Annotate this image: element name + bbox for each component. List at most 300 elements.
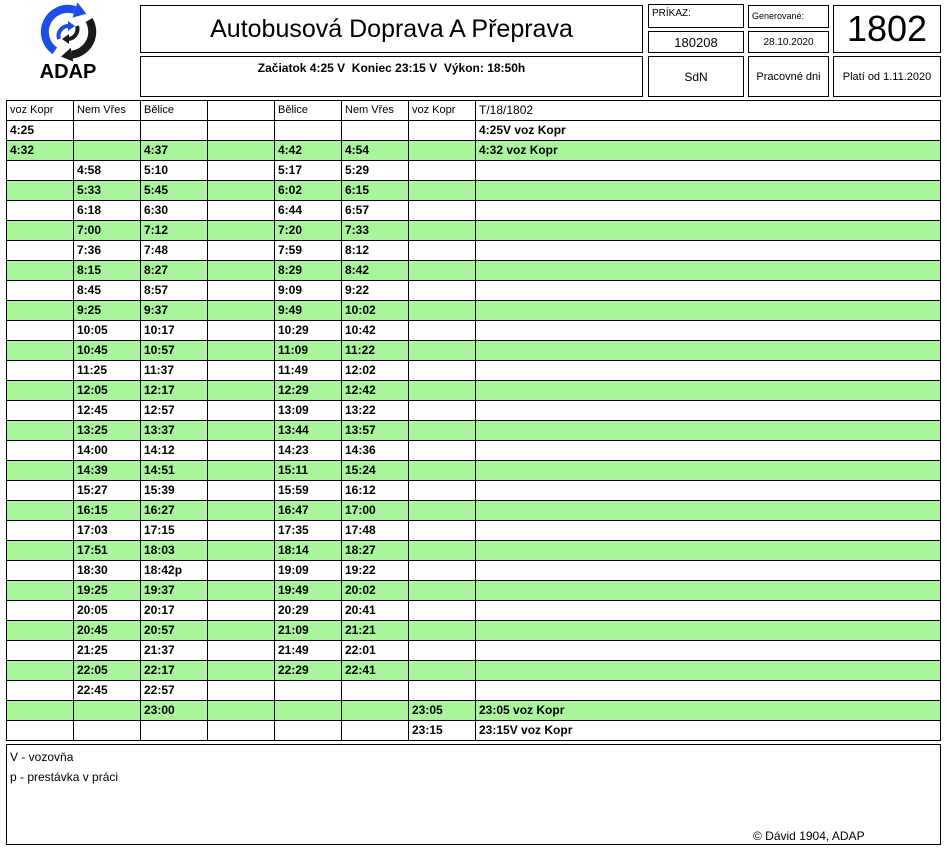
table-cell-time: 19:22 xyxy=(342,561,409,581)
table-cell-note xyxy=(476,521,941,541)
table-cell-time: 6:44 xyxy=(275,201,342,221)
table-cell-time: 5:10 xyxy=(141,161,208,181)
table-cell-time: 9:09 xyxy=(275,281,342,301)
table-cell-time: 17:15 xyxy=(141,521,208,541)
table-cell-time xyxy=(7,601,74,621)
table-cell-time: 15:24 xyxy=(342,461,409,481)
table-cell-time: 12:17 xyxy=(141,381,208,401)
table-cell-time xyxy=(208,361,275,381)
table-cell-note xyxy=(476,561,941,581)
table-cell-time xyxy=(7,321,74,341)
table-cell-time xyxy=(7,621,74,641)
table-cell-time: 8:27 xyxy=(141,261,208,281)
table-row xyxy=(7,121,941,141)
table-cell-time: 14:00 xyxy=(74,441,141,461)
table-cell-time xyxy=(275,721,342,741)
table-cell-time xyxy=(409,441,476,461)
table-row xyxy=(7,261,941,281)
table-row xyxy=(7,661,941,681)
table-cell-time: 5:33 xyxy=(74,181,141,201)
notes-box xyxy=(6,744,941,845)
table-cell-time: 6:57 xyxy=(342,201,409,221)
table-cell-time xyxy=(409,421,476,441)
table-cell-time xyxy=(208,521,275,541)
table-cell-time xyxy=(208,181,275,201)
table-cell-time: 7:00 xyxy=(74,221,141,241)
table-cell-time xyxy=(7,481,74,501)
table-cell-time xyxy=(208,281,275,301)
table-cell-time: 15:59 xyxy=(275,481,342,501)
table-cell-time: 13:25 xyxy=(74,421,141,441)
table-cell-time xyxy=(74,121,141,141)
table-cell-time xyxy=(7,241,74,261)
table-cell-time xyxy=(409,501,476,521)
table-row xyxy=(7,561,941,581)
table-cell-time xyxy=(74,141,141,161)
table-cell-time xyxy=(409,201,476,221)
column-header: voz Kopr xyxy=(409,101,476,121)
table-cell-note xyxy=(476,481,941,501)
duty-number: 1802 xyxy=(833,5,941,53)
table-cell-time xyxy=(7,161,74,181)
table-cell-time: 9:25 xyxy=(74,301,141,321)
table-cell-time: 15:27 xyxy=(74,481,141,501)
valid-from: Platí od 1.11.2020 xyxy=(833,56,941,97)
table-cell-time xyxy=(7,581,74,601)
table-row xyxy=(7,161,941,181)
table-cell-time: 7:20 xyxy=(275,221,342,241)
table-cell-time: 16:47 xyxy=(275,501,342,521)
table-cell-time: 19:09 xyxy=(275,561,342,581)
table-cell-time xyxy=(208,161,275,181)
table-cell-time: 17:35 xyxy=(275,521,342,541)
table-header-row xyxy=(7,101,941,121)
table-cell-time: 8:45 xyxy=(74,281,141,301)
table-body xyxy=(7,121,941,741)
table-cell-time: 17:00 xyxy=(342,501,409,521)
table-cell-time: 22:17 xyxy=(141,661,208,681)
column-header: Bělice xyxy=(141,101,208,121)
table-cell-time: 5:29 xyxy=(342,161,409,181)
table-cell-time: 10:45 xyxy=(74,341,141,361)
table-cell-time xyxy=(7,541,74,561)
duty-summary: Začiatok 4:25 V Koniec 23:15 V Výkon: 18:50h xyxy=(140,56,643,97)
table-cell-note xyxy=(476,161,941,181)
table-row xyxy=(7,241,941,261)
table-cell-time: 22:57 xyxy=(141,681,208,701)
table-cell-time: 21:09 xyxy=(275,621,342,641)
table-cell-time xyxy=(409,461,476,481)
table-cell-time: 9:37 xyxy=(141,301,208,321)
table-row xyxy=(7,481,941,501)
table-cell-time: 7:12 xyxy=(141,221,208,241)
table-cell-time: 12:45 xyxy=(74,401,141,421)
table-cell-time: 8:42 xyxy=(342,261,409,281)
table-cell-time xyxy=(208,701,275,721)
table-cell-time xyxy=(342,701,409,721)
table-cell-time: 7:36 xyxy=(74,241,141,261)
table-cell-time: 20:57 xyxy=(141,621,208,641)
table-cell-time xyxy=(409,241,476,261)
table-cell-time xyxy=(7,261,74,281)
day-type: Pracovné dni xyxy=(748,56,829,97)
table-cell-time: 15:11 xyxy=(275,461,342,481)
table-cell-time: 13:09 xyxy=(275,401,342,421)
table-cell-time xyxy=(208,601,275,621)
table-cell-time xyxy=(7,281,74,301)
table-row xyxy=(7,581,941,601)
table-cell-time xyxy=(7,681,74,701)
table-cell-time xyxy=(409,601,476,621)
table-cell-time: 20:02 xyxy=(342,581,409,601)
table-cell-note xyxy=(476,221,941,241)
table-cell-time xyxy=(7,561,74,581)
table-cell-time xyxy=(409,521,476,541)
table-cell-time xyxy=(7,201,74,221)
table-cell-time: 18:42p xyxy=(141,561,208,581)
table-row xyxy=(7,461,941,481)
table-cell-time: 7:48 xyxy=(141,241,208,261)
table-cell-time: 19:37 xyxy=(141,581,208,601)
table-cell-time: 5:45 xyxy=(141,181,208,201)
table-cell-time: 12:57 xyxy=(141,401,208,421)
table-cell-time: 4:32 xyxy=(7,141,74,161)
table-cell-note xyxy=(476,641,941,661)
table-cell-time: 11:25 xyxy=(74,361,141,381)
table-cell-time xyxy=(208,621,275,641)
table-cell-time: 12:29 xyxy=(275,381,342,401)
table-row xyxy=(7,221,941,241)
table-cell-time: 20:41 xyxy=(342,601,409,621)
table-cell-time: 11:09 xyxy=(275,341,342,361)
table-cell-time xyxy=(7,441,74,461)
table-row xyxy=(7,201,941,221)
table-cell-time: 20:45 xyxy=(74,621,141,641)
table-cell-note xyxy=(476,441,941,461)
table-cell-time: 18:14 xyxy=(275,541,342,561)
table-cell-time: 14:12 xyxy=(141,441,208,461)
table-cell-time: 18:27 xyxy=(342,541,409,561)
table-cell-note xyxy=(476,661,941,681)
table-cell-time xyxy=(208,381,275,401)
table-cell-time: 23:15 xyxy=(409,721,476,741)
table-cell-time: 17:48 xyxy=(342,521,409,541)
table-cell-time xyxy=(208,201,275,221)
table-row xyxy=(7,181,941,201)
table-cell-time xyxy=(208,501,275,521)
table-row xyxy=(7,541,941,561)
circular-arrows-icon xyxy=(35,2,101,62)
table-row xyxy=(7,501,941,521)
table-cell-time: 18:03 xyxy=(141,541,208,561)
table-cell-time: 20:17 xyxy=(141,601,208,621)
table-cell-time xyxy=(7,221,74,241)
table-cell-time xyxy=(409,181,476,201)
table-cell-time xyxy=(409,361,476,381)
table-row xyxy=(7,701,941,721)
table-cell-time: 20:05 xyxy=(74,601,141,621)
table-cell-time: 13:37 xyxy=(141,421,208,441)
table-cell-time xyxy=(208,561,275,581)
table-cell-note xyxy=(476,181,941,201)
table-cell-note xyxy=(476,361,941,381)
table-cell-note xyxy=(476,421,941,441)
table-cell-time xyxy=(208,141,275,161)
table-cell-time xyxy=(275,681,342,701)
table-cell-note xyxy=(476,201,941,221)
table-row xyxy=(7,341,941,361)
table-cell-note xyxy=(476,341,941,361)
table-cell-time xyxy=(7,521,74,541)
table-cell-time xyxy=(7,421,74,441)
table-cell-time xyxy=(208,661,275,681)
table-cell-time xyxy=(208,301,275,321)
table-row xyxy=(7,681,941,701)
table-cell-time: 10:02 xyxy=(342,301,409,321)
table-cell-note xyxy=(476,401,941,421)
table-row xyxy=(7,281,941,301)
table-cell-time xyxy=(409,161,476,181)
table-cell-time xyxy=(208,541,275,561)
table-cell-time xyxy=(208,321,275,341)
column-header: Bělice xyxy=(275,101,342,121)
order-label: PRÍKAZ: xyxy=(648,4,744,28)
table-cell-note xyxy=(476,601,941,621)
table-cell-time xyxy=(409,561,476,581)
table-cell-time: 7:33 xyxy=(342,221,409,241)
table-cell-time: 12:02 xyxy=(342,361,409,381)
table-cell-time: 5:17 xyxy=(275,161,342,181)
table-cell-time: 22:45 xyxy=(74,681,141,701)
table-cell-note: 23:15V voz Kopr xyxy=(476,721,941,741)
table-cell-time xyxy=(7,381,74,401)
table-cell-time: 14:36 xyxy=(342,441,409,461)
table-cell-time xyxy=(409,681,476,701)
table-cell-time: 4:54 xyxy=(342,141,409,161)
table-cell-time xyxy=(409,581,476,601)
table-cell-note xyxy=(476,681,941,701)
table-cell-time: 19:49 xyxy=(275,581,342,601)
table-cell-time: 10:29 xyxy=(275,321,342,341)
table-cell-time: 21:49 xyxy=(275,641,342,661)
table-cell-time xyxy=(342,681,409,701)
table-cell-time xyxy=(208,121,275,141)
table-cell-time xyxy=(208,441,275,461)
table-cell-time xyxy=(208,461,275,481)
table-cell-time: 13:57 xyxy=(342,421,409,441)
table-cell-time xyxy=(7,401,74,421)
table-cell-time: 4:25 xyxy=(7,121,74,141)
table-cell-note xyxy=(476,321,941,341)
table-row xyxy=(7,321,941,341)
table-cell-time xyxy=(208,421,275,441)
column-header: Nem Vřes xyxy=(342,101,409,121)
table-cell-time xyxy=(7,661,74,681)
column-header: voz Kopr xyxy=(7,101,74,121)
table-cell-note: 4:32 voz Kopr xyxy=(476,141,941,161)
table-cell-time: 19:25 xyxy=(74,581,141,601)
generated-label: Generované: xyxy=(748,5,829,28)
table-cell-time xyxy=(409,321,476,341)
table-cell-time xyxy=(74,701,141,721)
table-cell-time xyxy=(208,721,275,741)
table-cell-time: 23:00 xyxy=(141,701,208,721)
table-cell-time xyxy=(7,461,74,481)
table-cell-time: 16:12 xyxy=(342,481,409,501)
table-cell-time xyxy=(275,121,342,141)
table-cell-time: 17:03 xyxy=(74,521,141,541)
company-title: Autobusová Doprava A Přeprava xyxy=(140,5,643,53)
table-cell-note xyxy=(476,541,941,561)
table-cell-time xyxy=(409,121,476,141)
table-cell-note xyxy=(476,381,941,401)
table-cell-time: 10:42 xyxy=(342,321,409,341)
table-cell-time: 6:30 xyxy=(141,201,208,221)
copyright: © Dávid 1904, ADAP xyxy=(753,829,865,843)
table-cell-time: 14:23 xyxy=(275,441,342,461)
table-row xyxy=(7,381,941,401)
table-row xyxy=(7,521,941,541)
table-cell-time xyxy=(208,581,275,601)
table-cell-time xyxy=(7,361,74,381)
table-cell-time xyxy=(208,341,275,361)
generated-date: 28.10.2020 xyxy=(748,31,829,53)
table-row xyxy=(7,621,941,641)
table-row xyxy=(7,421,941,441)
table-cell-time xyxy=(74,721,141,741)
table-cell-time xyxy=(7,501,74,521)
table-cell-time: 10:05 xyxy=(74,321,141,341)
table-cell-time: 10:57 xyxy=(141,341,208,361)
table-cell-time: 22:05 xyxy=(74,661,141,681)
table-cell-note xyxy=(476,241,941,261)
table-cell-time: 6:18 xyxy=(74,201,141,221)
table-cell-time xyxy=(7,181,74,201)
table-cell-note xyxy=(476,261,941,281)
table-cell-time: 8:57 xyxy=(141,281,208,301)
table-cell-time xyxy=(208,481,275,501)
table-cell-note xyxy=(476,621,941,641)
table-cell-time xyxy=(208,221,275,241)
legend-item: p - prestávka v práci xyxy=(10,770,119,784)
table-cell-time: 12:05 xyxy=(74,381,141,401)
table-cell-time xyxy=(409,381,476,401)
table-cell-time xyxy=(342,721,409,741)
legend-item: V - vozovňa xyxy=(10,750,74,764)
table-cell-time: 4:42 xyxy=(275,141,342,161)
table-row xyxy=(7,441,941,461)
table-cell-time xyxy=(409,141,476,161)
logo-text: ADAP xyxy=(39,61,97,83)
table-cell-time xyxy=(275,701,342,721)
table-cell-time xyxy=(7,641,74,661)
table-cell-time xyxy=(409,621,476,641)
table-cell-time: 13:44 xyxy=(275,421,342,441)
table-cell-time: 20:29 xyxy=(275,601,342,621)
table-cell-time: 22:29 xyxy=(275,661,342,681)
table-cell-note: 4:25V voz Kopr xyxy=(476,121,941,141)
table-cell-time xyxy=(208,401,275,421)
table-cell-time: 18:30 xyxy=(74,561,141,581)
table-row xyxy=(7,721,941,741)
table-cell-time: 23:05 xyxy=(409,701,476,721)
table-row xyxy=(7,361,941,381)
table-cell-time xyxy=(409,281,476,301)
table-cell-time: 21:37 xyxy=(141,641,208,661)
table-cell-note xyxy=(476,501,941,521)
table-cell-time: 8:29 xyxy=(275,261,342,281)
table-cell-time: 17:51 xyxy=(74,541,141,561)
table-cell-time: 11:22 xyxy=(342,341,409,361)
table-cell-time xyxy=(208,641,275,661)
table-cell-time xyxy=(7,721,74,741)
table-cell-time xyxy=(141,721,208,741)
company-logo xyxy=(30,0,110,88)
table-row xyxy=(7,641,941,661)
column-header-route: T/18/1802 xyxy=(476,101,941,121)
table-cell-time: 16:27 xyxy=(141,501,208,521)
table-cell-time xyxy=(208,241,275,261)
table-cell-time: 16:15 xyxy=(74,501,141,521)
table-cell-time: 12:42 xyxy=(342,381,409,401)
table-cell-time xyxy=(409,641,476,661)
table-cell-note: 23:05 voz Kopr xyxy=(476,701,941,721)
table-cell-time: 4:37 xyxy=(141,141,208,161)
table-cell-time: 11:37 xyxy=(141,361,208,381)
table-cell-note xyxy=(476,281,941,301)
table-cell-time: 14:51 xyxy=(141,461,208,481)
table-cell-time xyxy=(409,221,476,241)
table-cell-time xyxy=(342,121,409,141)
table-cell-time: 6:02 xyxy=(275,181,342,201)
table-cell-time: 15:39 xyxy=(141,481,208,501)
table-cell-time xyxy=(208,681,275,701)
table-cell-time: 21:25 xyxy=(74,641,141,661)
table-cell-time xyxy=(409,301,476,321)
table-cell-time: 22:01 xyxy=(342,641,409,661)
table-cell-time: 10:17 xyxy=(141,321,208,341)
table-cell-time: 11:49 xyxy=(275,361,342,381)
schedule-table xyxy=(6,100,941,741)
table-row xyxy=(7,141,941,161)
table-cell-time: 7:59 xyxy=(275,241,342,261)
table-row xyxy=(7,601,941,621)
column-header xyxy=(208,101,275,121)
table-row xyxy=(7,401,941,421)
table-cell-time xyxy=(7,341,74,361)
table-cell-time: 21:21 xyxy=(342,621,409,641)
table-cell-time xyxy=(409,341,476,361)
table-cell-time: 14:39 xyxy=(74,461,141,481)
table-row xyxy=(7,301,941,321)
table-cell-time xyxy=(409,541,476,561)
table-cell-time xyxy=(409,481,476,501)
table-cell-time xyxy=(409,401,476,421)
table-cell-time: 4:58 xyxy=(74,161,141,181)
table-cell-time xyxy=(208,261,275,281)
table-cell-time xyxy=(7,301,74,321)
table-cell-time xyxy=(7,701,74,721)
table-cell-time xyxy=(409,261,476,281)
table-cell-time: 9:49 xyxy=(275,301,342,321)
table-cell-note xyxy=(476,461,941,481)
table-cell-time: 8:15 xyxy=(74,261,141,281)
table-cell-time: 22:41 xyxy=(342,661,409,681)
table-cell-time: 13:22 xyxy=(342,401,409,421)
table-cell-time: 6:15 xyxy=(342,181,409,201)
table-cell-time: 9:22 xyxy=(342,281,409,301)
table-cell-note xyxy=(476,301,941,321)
